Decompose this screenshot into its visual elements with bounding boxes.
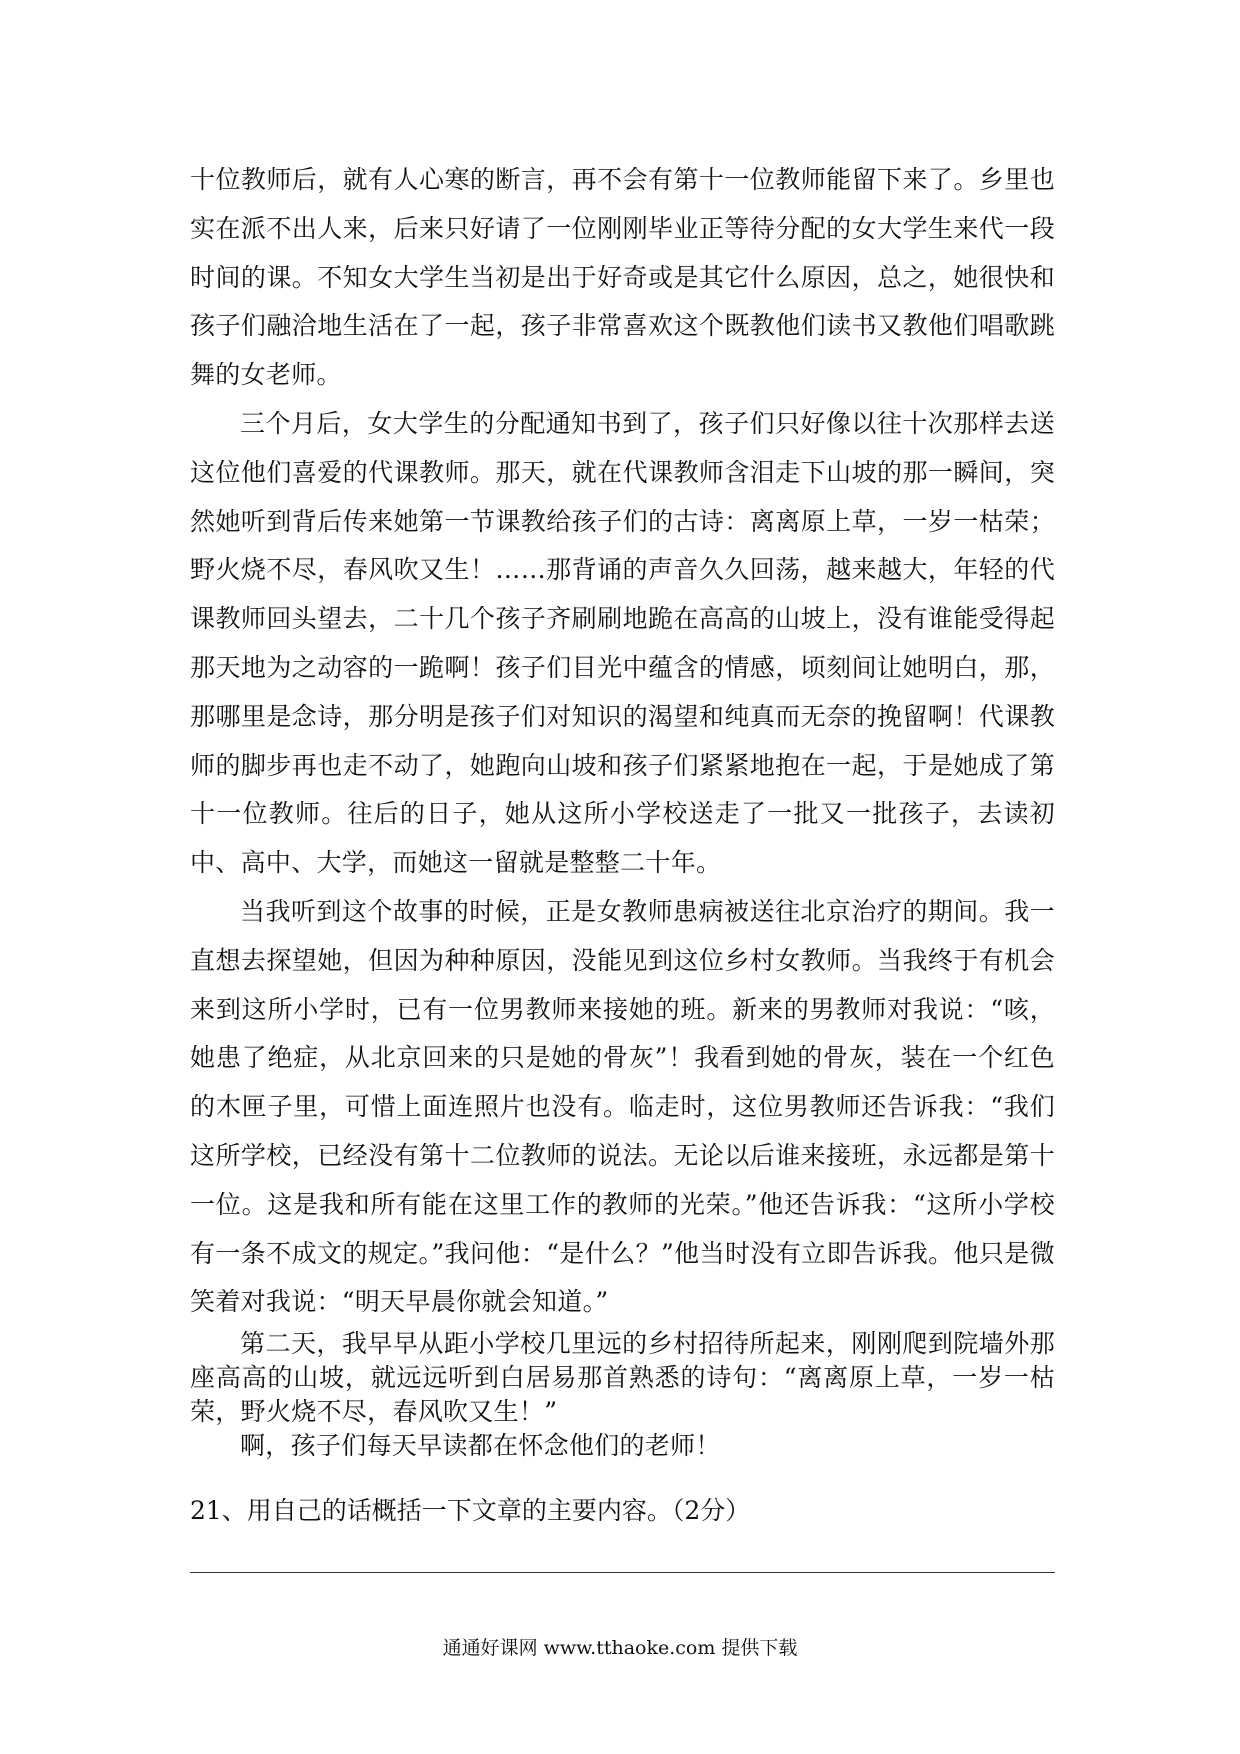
paragraph-4: 第二天，我早早从距小学校几里远的乡村招待所起来，刚刚爬到院墙外那座高高的山坡，就远远听到白居易那首熟悉的诗句：“离离原上草，一岁一枯荣，野火烧不尽，春风吹又生！” (190, 1329, 1055, 1427)
paragraph-5: 啊，孩子们每天早读都在怀念他们的老师！ (240, 1431, 721, 1461)
paragraph-2: 三个月后，女大学生的分配通知书到了，孩子们只好像以往十次那样去送这位他们喜爱的代课教师。那天，就在代课教师含泪走下山坡的那一瞬间，突然她听到背后传来她第一节课教给孩子们的古诗：离离原上草，一岁一枯荣；野火烧不尽，春风吹又生！……那背诵的声音久久回荡，越来越大，年轻的代课教师回头望去，二十几个孩子齐刷刷地跪在高高的山坡上，没有谁能受得起那天地为之动容的一跪啊！孩子们目光中蕴含的情感，顷刻间让她明白，那，那哪里是念诗，那分明是孩子们对知识的渴望和纯真而无奈的挽留啊！代课教师的脚步再也走不动了，她跑向山坡和孩子们紧紧地抱在一起，于是她成了第十一位教师。往后的日子，她从这所小学校送走了一批又一批孩子，去读初中、高中、大学，而她这一留就是整整二十年。 (190, 408, 1055, 878)
answer-line (190, 1572, 1055, 1573)
paragraph-3: 当我听到这个故事的时候，正是女教师患病被送往北京治疗的期间。我一直想去探望她，但因为种种原因，没能见到这位乡村女教师。当我终于有机会来到这所小学时，已有一位男教师来接她的班。新来的男教师对我说：“咳，她患了绝症，从北京回来的只是她的骨灰”！我看到她的骨灰，装在一个红色的木匣子里，可惜上面连照片也没有。临走时，这位男教师还告诉我：“我们这所学校，已经没有第十二位教师的说法。无论以后谁来接班，永远都是第十一位。这是我和所有能在这里工作的教师的光荣。”他还告诉我：“这所小学校有一条不成文的规定。”我问他：“是什么？”他当时没有立即告诉我。他只是微笑着对我说：“明天早晨你就会知道。” (190, 896, 1055, 1317)
article-body (190, 156, 1055, 1463)
page-footer: 通通好课网 www.tthaoke.com 提供下载 (442, 1637, 798, 1659)
paragraph-1: 十位教师后，就有人心寒的断言，再不会有第十一位教师能留下来了。乡里也实在派不出人来，后来只好请了一位刚刚毕业正等待分配的女大学生来代一段时间的课。不知女大学生当初是出于好奇或是其它什么原因，总之，她很快和孩子们融洽地生活在了一起，孩子非常喜欢这个既教他们读书又教他们唱歌跳舞的女老师。 (190, 165, 1055, 390)
question-21: 21、用自己的话概括一下文章的主要内容。（2分） (190, 1496, 751, 1525)
